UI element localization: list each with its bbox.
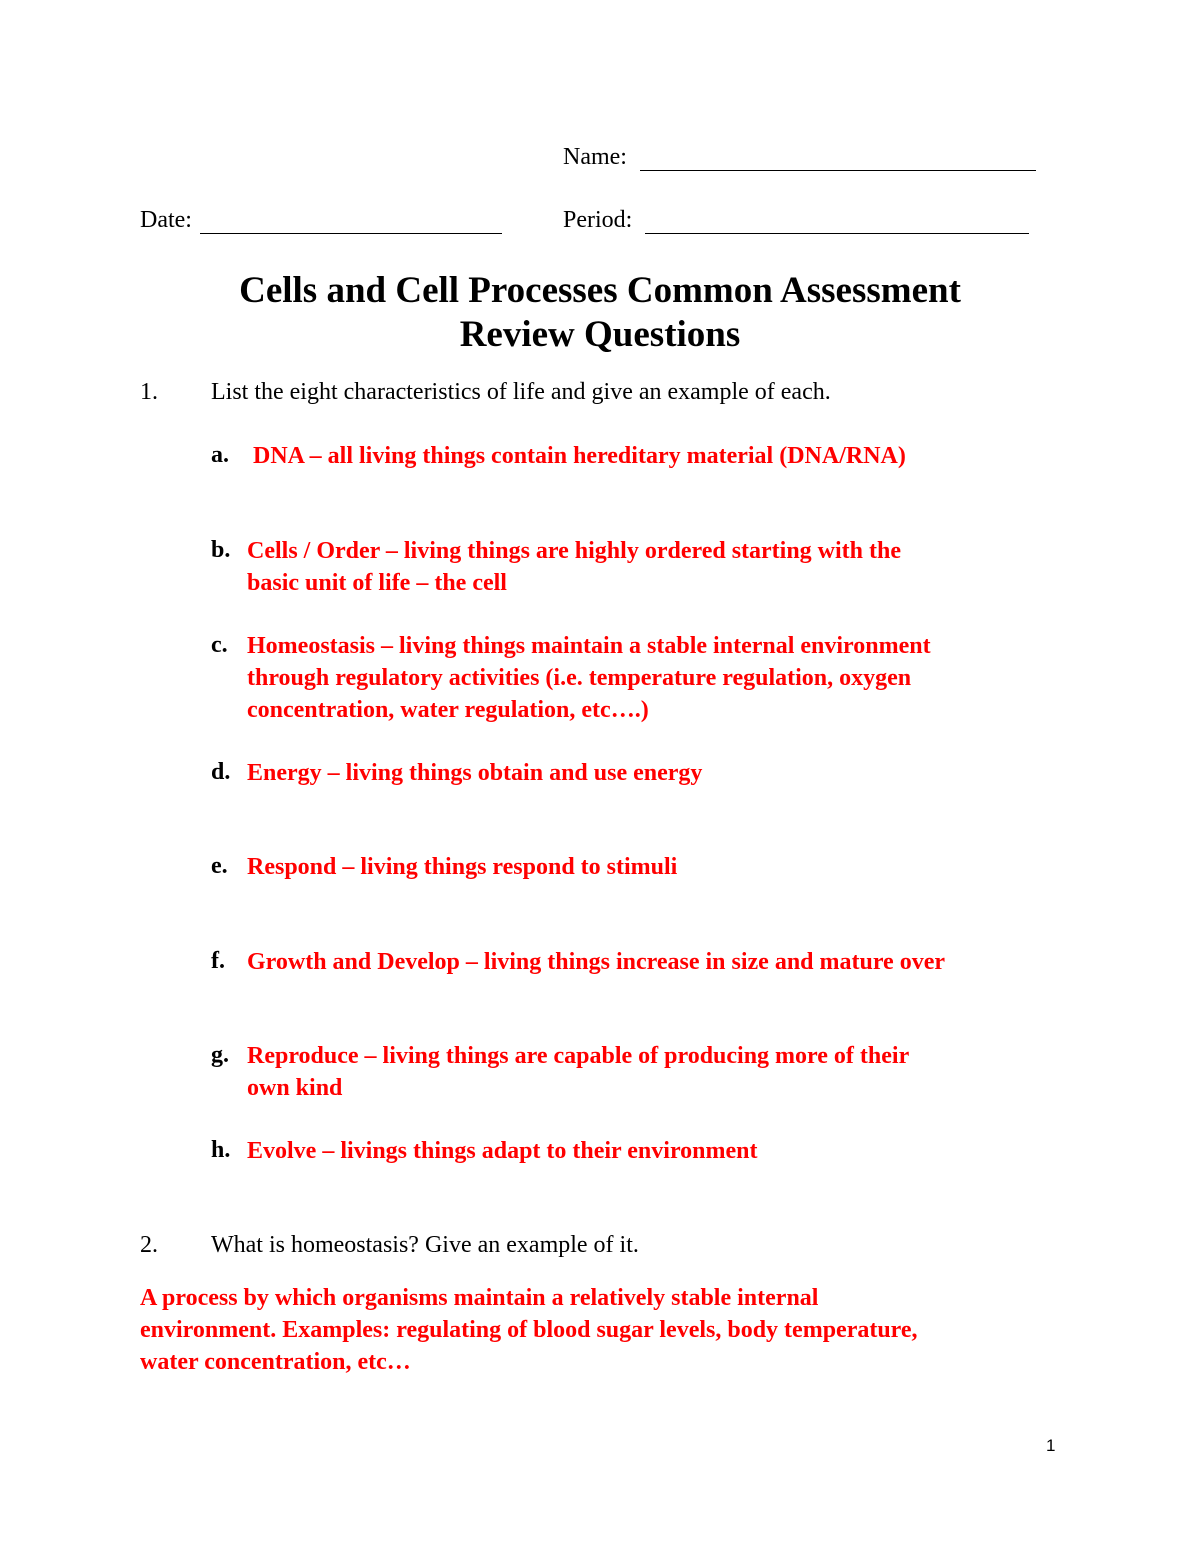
title-line-2: Review Questions — [459, 314, 741, 355]
name-field-line[interactable] — [640, 170, 1036, 171]
item-f-letter: f. — [211, 948, 225, 974]
question-1-text: List the eight characteristics of life and give an example of each. — [211, 379, 831, 405]
item-c-line-2: through regulatory activities (i.e. temperature regulation, oxygen — [247, 665, 912, 691]
item-b-letter: b. — [211, 537, 231, 563]
item-c-line-1: Homeostasis – living things maintain a stable internal environment — [247, 633, 931, 659]
item-e-answer — [247, 851, 677, 883]
item-b-line-2: basic unit of life – the cell — [247, 570, 507, 596]
item-d-answer — [247, 757, 702, 789]
item-g-line-1: Reproduce – living things are capable of producing more of their — [247, 1043, 910, 1069]
question-1-number: 1. — [140, 379, 158, 405]
item-b-answer — [247, 535, 901, 599]
item-g-answer — [247, 1040, 909, 1104]
item-a-answer — [253, 440, 906, 472]
page-number: 1 — [1046, 1436, 1056, 1455]
item-d-letter: d. — [211, 759, 231, 785]
date-label: Date: — [140, 207, 192, 233]
item-c-line-3: concentration, water regulation, etc….) — [247, 697, 649, 723]
document-title — [0, 269, 1200, 357]
period-label: Period: — [563, 207, 633, 233]
item-e-letter: e. — [211, 853, 228, 879]
q2-answer-line-2: environment. Examples: regulating of blood sugar levels, body temperature, — [140, 1317, 918, 1343]
item-g-line-2: own kind — [247, 1075, 343, 1101]
item-f-answer — [247, 946, 945, 978]
title-line-1: Cells and Cell Processes Common Assessment — [239, 270, 961, 311]
item-h-letter: h. — [211, 1137, 231, 1163]
item-h-line-1: Evolve – livings things adapt to their environment — [247, 1138, 758, 1164]
item-c-letter: c. — [211, 632, 228, 658]
q2-answer-line-3: water concentration, etc… — [140, 1349, 411, 1375]
item-c-answer — [247, 630, 931, 726]
item-e-line-1: Respond – living things respond to stimuli — [247, 854, 678, 880]
item-b-line-1: Cells / Order – living things are highly ordered starting with the — [247, 538, 902, 564]
item-g-letter: g. — [211, 1042, 229, 1068]
period-field-line[interactable] — [645, 233, 1029, 234]
question-2-answer — [140, 1282, 918, 1378]
question-2-text: What is homeostasis? Give an example of it. — [211, 1232, 639, 1258]
item-d-line-1: Energy – living things obtain and use energy — [247, 760, 703, 786]
q2-answer-line-1: A process by which organisms maintain a relatively stable internal — [140, 1285, 819, 1311]
question-2-number: 2. — [140, 1232, 158, 1258]
item-h-answer — [247, 1135, 758, 1167]
item-f-line-1: Growth and Develop – living things increase in size and mature over — [247, 949, 946, 975]
item-a-letter: a. — [211, 442, 229, 468]
date-field-line[interactable] — [200, 233, 502, 234]
name-label: Name: — [563, 144, 627, 170]
item-a-line-1: DNA – all living things contain hereditary material (DNA/RNA) — [253, 443, 906, 469]
